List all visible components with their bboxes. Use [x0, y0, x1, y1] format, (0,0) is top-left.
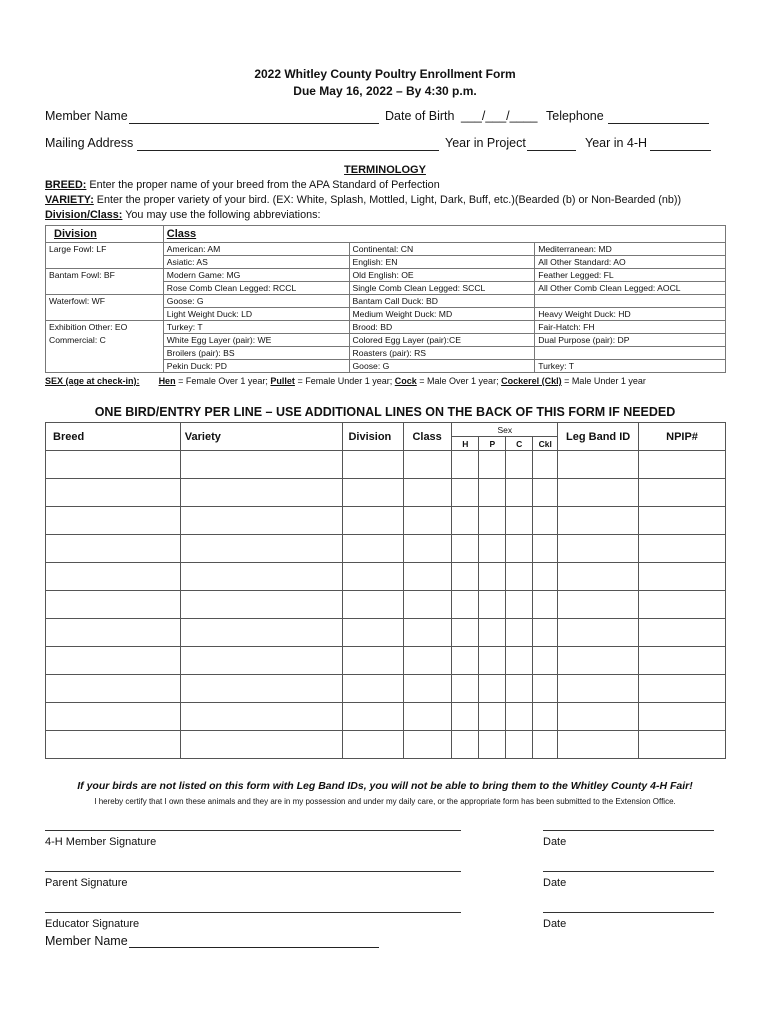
entry-cell[interactable] [506, 619, 533, 647]
entry-row [46, 535, 726, 563]
entry-cell[interactable] [180, 703, 343, 731]
entry-cell[interactable] [404, 647, 452, 675]
member-date-label: Date [543, 836, 567, 848]
footer-member-name-label: Member Name [45, 934, 128, 948]
class-cell: All Other Comb Clean Legged: AOCL [535, 282, 726, 295]
entry-cell[interactable] [506, 563, 533, 591]
variety-term: VARIETY: [45, 194, 94, 206]
variety-text: Enter the proper variety of your bird. (EX: White, Splash, Mottled, Light, Dark, Buff, etc.)(Bearded (b) or Non-Bearded (nb)) [96, 194, 682, 206]
class-cell: Goose: G [349, 360, 535, 373]
entry-cell[interactable] [506, 535, 533, 563]
class-cell: Turkey: T [163, 321, 349, 334]
entry-cell[interactable] [452, 507, 479, 535]
entry-cell[interactable] [343, 647, 404, 675]
telephone-field[interactable] [608, 123, 709, 124]
entry-cell[interactable] [343, 563, 404, 591]
entry-cell[interactable] [533, 479, 558, 507]
entry-cell[interactable] [639, 647, 726, 675]
entry-cell[interactable] [506, 451, 533, 479]
member-date-line[interactable] [543, 830, 714, 831]
entry-cell[interactable] [452, 451, 479, 479]
class-cell: Pekin Duck: PD [163, 360, 349, 373]
entry-cell[interactable] [506, 703, 533, 731]
entry-cell[interactable] [180, 479, 343, 507]
entry-cell[interactable] [452, 731, 479, 759]
entry-cell[interactable] [180, 731, 343, 759]
class-col-header: Class [404, 423, 452, 451]
abbreviation-row [46, 321, 726, 334]
entry-cell[interactable] [506, 479, 533, 507]
entry-cell[interactable] [343, 619, 404, 647]
entry-cell[interactable] [180, 647, 343, 675]
entry-cell[interactable] [452, 619, 479, 647]
educator-date-line[interactable] [543, 912, 714, 913]
entry-heading: ONE BIRD/ENTRY PER LINE – USE ADDITIONAL LINES ON THE BACK OF THIS FORM IF NEEDED [94, 405, 676, 419]
entry-cell[interactable] [639, 479, 726, 507]
variety-header: Variety [180, 423, 343, 451]
sex-legend [45, 376, 646, 386]
parent-date-line[interactable] [543, 871, 714, 872]
entry-cell[interactable] [452, 703, 479, 731]
class-cell: Medium Weight Duck: MD [349, 308, 535, 321]
entry-cell[interactable] [506, 675, 533, 703]
year-4h-label: Year in 4-H [585, 136, 648, 150]
entry-cell[interactable] [452, 535, 479, 563]
entry-cell[interactable] [343, 451, 404, 479]
division-cell: Commercial: C [46, 334, 164, 347]
entry-row [46, 591, 726, 619]
form-title [0, 66, 770, 100]
entry-cell[interactable] [479, 731, 506, 759]
entry-cell[interactable] [479, 563, 506, 591]
entry-cell[interactable] [343, 507, 404, 535]
form-title-text: 2022 Whitley County Poultry Enrollment Form [254, 67, 516, 81]
division-cell [46, 308, 164, 321]
entry-cell[interactable] [639, 591, 726, 619]
entry-cell[interactable] [404, 563, 452, 591]
class-cell: Bantam Call Duck: BD [349, 295, 535, 308]
due-date-text: Due May 16, 2022 – By 4:30 p.m. [293, 84, 477, 98]
class-cell: Single Comb Clean Legged: SCCL [349, 282, 535, 295]
entry-cell[interactable] [639, 703, 726, 731]
entry-cell[interactable] [558, 675, 639, 703]
member-signature-line[interactable] [45, 830, 461, 831]
telephone-label: Telephone [546, 109, 604, 123]
dob-label: Date of Birth [385, 109, 455, 123]
certification-text: I hereby certify that I own these animals and they are in my possession and under my daily care, or the appropriate form has been submitted to the Extension Office. [94, 797, 676, 806]
class-cell: Asiatic: AS [163, 256, 349, 269]
division-text: You may use the following abbreviations: [125, 209, 321, 221]
entry-header-row [46, 423, 726, 437]
entry-cell[interactable] [558, 703, 639, 731]
entry-cell[interactable] [558, 563, 639, 591]
entry-row [46, 507, 726, 535]
division-cell [46, 282, 164, 295]
entry-cell[interactable] [479, 703, 506, 731]
entry-cell[interactable] [404, 675, 452, 703]
class-cell: American: AM [163, 243, 349, 256]
entry-cell[interactable] [639, 507, 726, 535]
entry-cell[interactable] [343, 675, 404, 703]
educator-signature-line[interactable] [45, 912, 461, 913]
entry-row [46, 479, 726, 507]
sex-label: SEX (age at check-in): [45, 376, 140, 386]
entry-cell[interactable] [639, 535, 726, 563]
leg-band-warning: If your birds are not listed on this form with Leg Band IDs, you will not be able to bring them to the Whitley County 4-H Fair! [77, 780, 693, 792]
entry-cell[interactable] [479, 507, 506, 535]
entry-row [46, 675, 726, 703]
entry-cell[interactable] [558, 535, 639, 563]
entry-cell[interactable] [46, 703, 181, 731]
class-cell: Turkey: T [535, 360, 726, 373]
entry-cell[interactable] [479, 619, 506, 647]
entry-cell[interactable] [180, 619, 343, 647]
cockerel-term: Cockerel (Ckl) [501, 376, 562, 386]
entry-cell[interactable] [506, 507, 533, 535]
entry-cell[interactable] [46, 507, 181, 535]
member-name-label: Member Name [45, 109, 128, 123]
class-cell: Goose: G [163, 295, 349, 308]
entry-cell[interactable] [343, 591, 404, 619]
abbreviation-row [46, 347, 726, 360]
entry-cell[interactable] [404, 451, 452, 479]
entry-cell[interactable] [533, 647, 558, 675]
entry-cell[interactable] [180, 563, 343, 591]
class-cell: Rose Comb Clean Legged: RCCL [163, 282, 349, 295]
entry-cell[interactable] [506, 647, 533, 675]
division-cell: Waterfowl: WF [46, 295, 164, 308]
division-cell [46, 360, 164, 373]
entry-table [45, 422, 726, 759]
entry-cell[interactable] [404, 591, 452, 619]
entry-cell[interactable] [639, 451, 726, 479]
abbreviation-row [46, 360, 726, 373]
pullet-text: = Female Under 1 year; [297, 376, 393, 386]
cock-term: Cock [394, 376, 417, 386]
class-cell: Heavy Weight Duck: HD [535, 308, 726, 321]
entry-cell[interactable] [46, 619, 181, 647]
entry-cell[interactable] [639, 619, 726, 647]
year-project-label: Year in Project [445, 136, 526, 150]
entry-cell[interactable] [343, 535, 404, 563]
entry-cell[interactable] [343, 731, 404, 759]
entry-cell[interactable] [639, 563, 726, 591]
abbreviation-row [46, 243, 726, 256]
entry-cell[interactable] [558, 619, 639, 647]
entry-cell[interactable] [558, 507, 639, 535]
entry-cell[interactable] [343, 703, 404, 731]
class-cell: Feather Legged: FL [535, 269, 726, 282]
class-cell: Old English: OE [349, 269, 535, 282]
entry-cell[interactable] [343, 479, 404, 507]
entry-row [46, 647, 726, 675]
sex-h-header: H [452, 437, 479, 451]
entry-cell[interactable] [533, 619, 558, 647]
entry-cell[interactable] [558, 647, 639, 675]
division-cell: Bantam Fowl: BF [46, 269, 164, 282]
leg-band-header: Leg Band ID [558, 423, 639, 451]
breed-header: Breed [46, 423, 181, 451]
abbreviation-row [46, 308, 726, 321]
member-name-field[interactable] [129, 123, 379, 124]
division-col-header: Division [343, 423, 404, 451]
entry-cell[interactable] [404, 731, 452, 759]
entry-cell[interactable] [404, 535, 452, 563]
entry-cell[interactable] [180, 507, 343, 535]
division-cell [46, 256, 164, 269]
entry-cell[interactable] [46, 675, 181, 703]
entry-cell[interactable] [180, 535, 343, 563]
entry-cell[interactable] [404, 507, 452, 535]
class-cell: Brood: BD [349, 321, 535, 334]
member-signature-label: 4-H Member Signature [45, 836, 157, 848]
class-cell: Light Weight Duck: LD [163, 308, 349, 321]
class-cell: Broilers (pair): BS [163, 347, 349, 360]
entry-cell[interactable] [558, 731, 639, 759]
entry-cell[interactable] [46, 535, 181, 563]
abbreviation-row [46, 282, 726, 295]
entry-cell[interactable] [452, 647, 479, 675]
entry-cell[interactable] [533, 507, 558, 535]
entry-cell[interactable] [533, 731, 558, 759]
parent-signature-line[interactable] [45, 871, 461, 872]
entry-cell[interactable] [558, 479, 639, 507]
class-cell [535, 347, 726, 360]
entry-cell[interactable] [404, 703, 452, 731]
entry-cell[interactable] [404, 479, 452, 507]
division-cell [46, 347, 164, 360]
abbreviation-row [46, 269, 726, 282]
abbreviation-row [46, 295, 726, 308]
class-cell: Roasters (pair): RS [349, 347, 535, 360]
entry-cell[interactable] [452, 479, 479, 507]
entry-cell[interactable] [46, 731, 181, 759]
division-term: Division/Class: [45, 209, 123, 221]
sex-c-header: C [506, 437, 533, 451]
hen-term: Hen [158, 376, 176, 386]
class-cell: English: EN [349, 256, 535, 269]
sex-header: Sex [452, 423, 558, 437]
entry-row [46, 451, 726, 479]
entry-cell[interactable] [533, 591, 558, 619]
entry-cell[interactable] [639, 675, 726, 703]
entry-cell[interactable] [46, 647, 181, 675]
entry-cell[interactable] [46, 479, 181, 507]
breed-term: BREED: [45, 179, 87, 191]
entry-cell[interactable] [558, 591, 639, 619]
entry-row [46, 563, 726, 591]
entry-cell[interactable] [452, 563, 479, 591]
entry-cell[interactable] [479, 451, 506, 479]
class-cell: White Egg Layer (pair): WE [163, 334, 349, 347]
sex-p-header: P [479, 437, 506, 451]
npip-header: NPIP# [639, 423, 726, 451]
entry-row [46, 703, 726, 731]
entry-cell[interactable] [180, 675, 343, 703]
class-header: Class [163, 226, 725, 243]
parent-date-label: Date [543, 877, 567, 889]
division-definition [45, 209, 321, 221]
class-cell: Continental: CN [349, 243, 535, 256]
entry-cell[interactable] [479, 675, 506, 703]
variety-definition [45, 194, 681, 206]
sex-ckl-header: Ckl [533, 437, 558, 451]
dob-field[interactable]: ___/___/____ [461, 109, 538, 123]
cock-text: = Male Over 1 year; [419, 376, 499, 386]
entry-cell[interactable] [180, 451, 343, 479]
entry-cell[interactable] [533, 563, 558, 591]
entry-row [46, 731, 726, 759]
division-cell: Large Fowl: LF [46, 243, 164, 256]
entry-cell[interactable] [479, 647, 506, 675]
class-cell: All Other Standard: AO [535, 256, 726, 269]
class-cell [535, 295, 726, 308]
mailing-address-label: Mailing Address [45, 136, 134, 150]
hen-text: = Female Over 1 year; [178, 376, 268, 386]
breed-text: Enter the proper name of your breed from the APA Standard of Perfection [89, 179, 440, 191]
cockerel-text: = Male Under 1 year [564, 376, 646, 386]
educator-date-label: Date [543, 918, 567, 930]
parent-signature-label: Parent Signature [45, 877, 128, 889]
entry-cell[interactable] [639, 731, 726, 759]
class-cell: Colored Egg Layer (pair):CE [349, 334, 535, 347]
entry-cell[interactable] [506, 591, 533, 619]
entry-cell[interactable] [533, 703, 558, 731]
entry-cell[interactable] [558, 451, 639, 479]
entry-row [46, 619, 726, 647]
class-cell: Modern Game: MG [163, 269, 349, 282]
entry-cell[interactable] [46, 451, 181, 479]
division-header: Division [46, 226, 164, 243]
entry-cell[interactable] [180, 591, 343, 619]
entry-cell[interactable] [533, 451, 558, 479]
terminology-heading: TERMINOLOGY [344, 164, 426, 176]
class-cell: Fair-Hatch: FH [535, 321, 726, 334]
abbreviation-header-row [46, 226, 726, 243]
entry-cell[interactable] [46, 591, 181, 619]
abbreviation-table [45, 225, 726, 373]
footer-member-name-field[interactable] [129, 947, 379, 948]
entry-cell[interactable] [404, 619, 452, 647]
educator-signature-label: Educator Signature [45, 918, 140, 930]
class-cell: Dual Purpose (pair): DP [535, 334, 726, 347]
entry-cell[interactable] [46, 563, 181, 591]
entry-cell[interactable] [479, 535, 506, 563]
entry-cell[interactable] [479, 479, 506, 507]
abbreviation-row [46, 334, 726, 347]
entry-cell[interactable] [533, 535, 558, 563]
entry-cell[interactable] [452, 591, 479, 619]
abbreviation-row [46, 256, 726, 269]
division-cell: Exhibition Other: EO [46, 321, 164, 334]
entry-cell[interactable] [506, 731, 533, 759]
mailing-address-field[interactable] [137, 150, 439, 151]
entry-cell[interactable] [479, 591, 506, 619]
breed-definition [45, 179, 440, 191]
year-project-field[interactable] [527, 150, 576, 151]
entry-cell[interactable] [452, 675, 479, 703]
entry-cell[interactable] [533, 675, 558, 703]
pullet-term: Pullet [270, 376, 295, 386]
year-4h-field[interactable] [650, 150, 711, 151]
class-cell: Mediterranean: MD [535, 243, 726, 256]
